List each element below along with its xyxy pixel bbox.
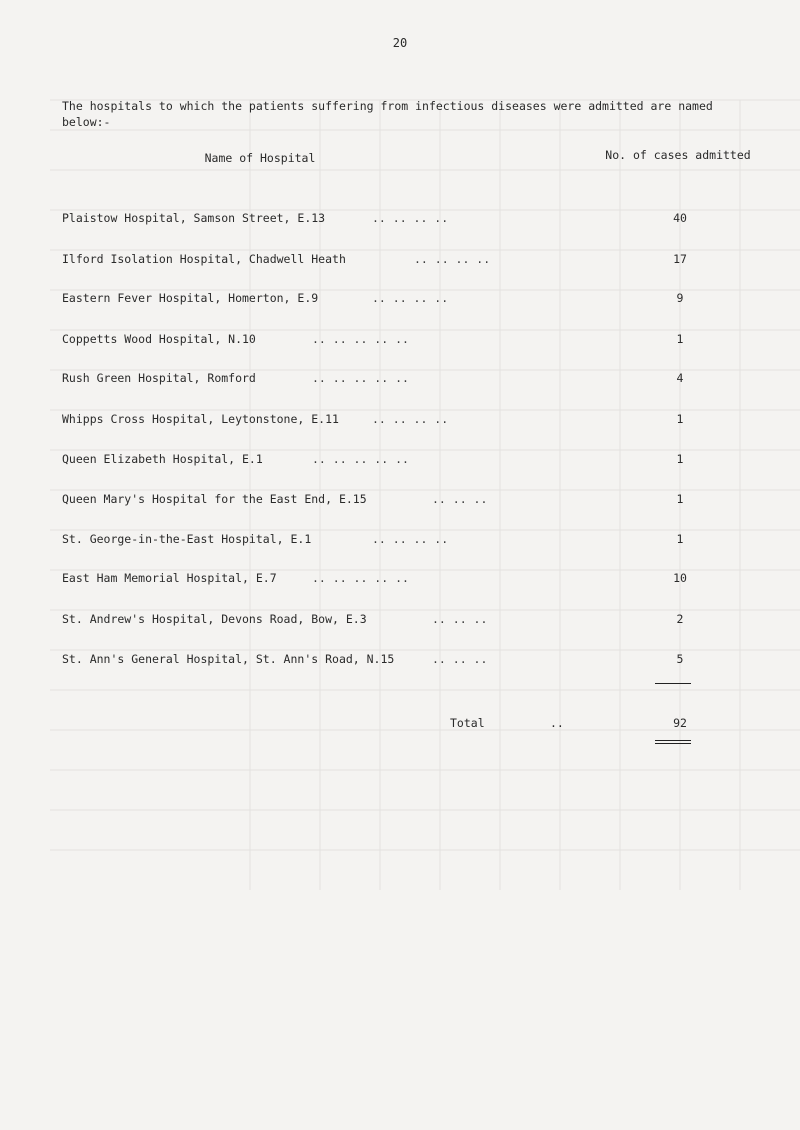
hospital-name: Plaistow Hospital, Samson Street, E.13 (62, 211, 326, 225)
table-row (62, 491, 762, 507)
total-leader-dots: .. (550, 716, 564, 730)
leader-dots: .. .. .. .. (372, 412, 449, 426)
show-through-background (30, 70, 800, 950)
table-row (62, 611, 762, 627)
hospital-name: St. George-in-the-East Hospital, E.1 (62, 532, 312, 546)
hospital-name: Ilford Isolation Hospital, Chadwell Heath (62, 252, 346, 266)
leader-dots: .. .. .. .. (372, 291, 449, 305)
hospital-name: Whipps Cross Hospital, Leytonstone, E.11 (62, 412, 339, 426)
hospital-name: Eastern Fever Hospital, Homerton, E.9 (62, 291, 319, 305)
leader-dots: .. .. .. .. (414, 252, 491, 266)
total-label: Total (450, 716, 485, 730)
table-row (62, 290, 762, 306)
total-double-rule-bottom (655, 743, 691, 744)
column-header-hospital-name: Name of Hospital (204, 151, 316, 165)
page-number: 20 (392, 36, 408, 50)
table-row (62, 210, 762, 226)
leader-dots: .. .. .. (432, 652, 488, 666)
cases-count: 1 (676, 332, 684, 346)
hospital-name: Rush Green Hospital, Romford (62, 371, 256, 385)
hospital-name: Coppetts Wood Hospital, N.10 (62, 332, 256, 346)
cases-count: 40 (673, 211, 687, 225)
leader-dots: .. .. .. .. .. (312, 452, 409, 466)
total-double-rule-top (655, 740, 691, 741)
hospital-name: Queen Mary's Hospital for the East End, E.15 (62, 492, 367, 506)
cases-count: 2 (676, 612, 684, 626)
table-row (62, 331, 762, 347)
intro-paragraph: The hospitals to which the patients suffering from infectious diseases were admitted are named below:- (62, 99, 713, 129)
table-row (62, 370, 762, 386)
leader-dots: .. .. .. .. .. (312, 332, 409, 346)
hospital-name: East Ham Memorial Hospital, E.7 (62, 571, 277, 585)
leader-dots: .. .. .. (432, 612, 488, 626)
leader-dots: .. .. .. (432, 492, 488, 506)
cases-count: 9 (676, 291, 684, 305)
table-row (62, 531, 762, 547)
leader-dots: .. .. .. .. (372, 532, 449, 546)
cases-count: 1 (676, 492, 684, 506)
hospital-name: St. Ann's General Hospital, St. Ann's Road, N.15 (62, 652, 395, 666)
table-row (62, 570, 762, 586)
cases-count: 17 (673, 252, 687, 266)
leader-dots: .. .. .. .. .. (312, 371, 409, 385)
hospital-name: Queen Elizabeth Hospital, E.1 (62, 452, 263, 466)
cases-count: 4 (676, 371, 684, 385)
cases-count: 5 (676, 652, 684, 666)
cases-count: 1 (676, 452, 684, 466)
table-row (62, 651, 762, 667)
table-row (62, 451, 762, 467)
table-row (62, 411, 762, 427)
leader-dots: .. .. .. .. (372, 211, 449, 225)
column-header-cases-admitted: No. of cases admitted (605, 148, 751, 162)
leader-dots: .. .. .. .. .. (312, 571, 409, 585)
subtotal-rule (655, 683, 691, 684)
hospital-name: St. Andrew's Hospital, Devons Road, Bow, E.3 (62, 612, 367, 626)
cases-count: 1 (676, 412, 684, 426)
table-row (62, 251, 762, 267)
cases-count: 10 (673, 571, 687, 585)
total-value: 92 (673, 716, 687, 730)
cases-count: 1 (676, 532, 684, 546)
